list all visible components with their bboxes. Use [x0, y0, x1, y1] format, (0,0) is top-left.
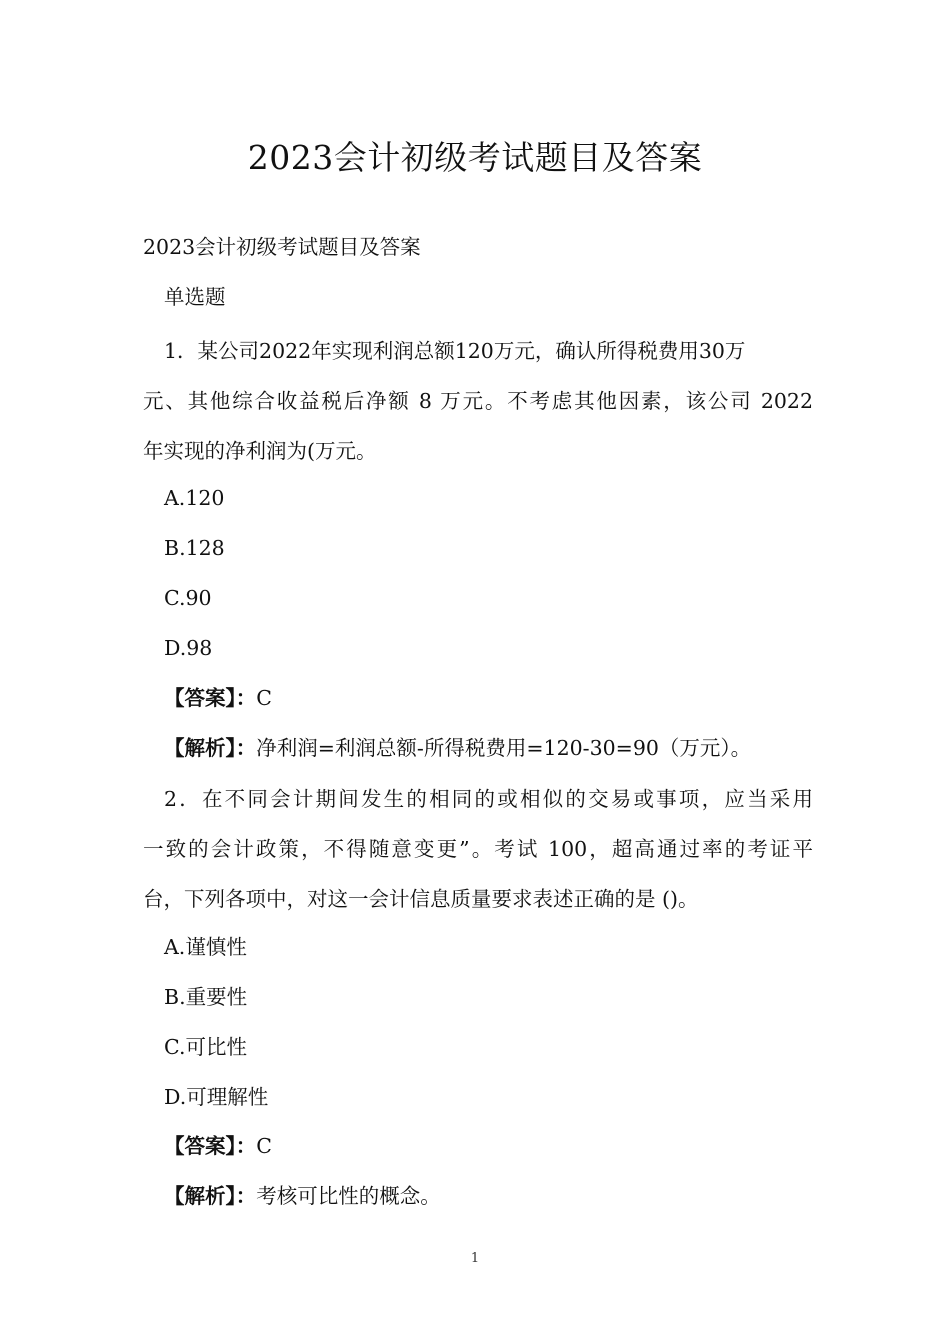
question-2-stem-line-2: 一致的会计政策，不得随意变更”。考试 100，超高通过率的考证平 [143, 837, 813, 861]
page-number: 1 [470, 1251, 480, 1266]
answer-label: 【答案】： [164, 686, 257, 710]
question-1-stem-line-2: 元、其他综合收益税后净额 8 万元。不考虑其他因素，该公司 2022 [143, 389, 813, 413]
page-title: 2023会计初级考试题目及答案 [247, 138, 703, 177]
document-subtitle: 2023会计初级考试题目及答案 [143, 235, 421, 259]
question-1-option-b: B.128 [164, 536, 225, 560]
question-1-option-d: D.98 [164, 636, 213, 660]
question-2-option-d: D.可理解性 [164, 1085, 269, 1109]
analysis-label: 【解析】： [164, 1184, 257, 1208]
question-2-analysis [164, 1181, 834, 1211]
question-2-option-b: B.重要性 [164, 985, 248, 1009]
question-1-option-c: C.90 [164, 586, 212, 610]
question-2-option-c: C.可比性 [164, 1035, 247, 1059]
question-2-stem-line-1: 2．在不同会计期间发生的相同的或相似的交易或事项，应当采用 [164, 787, 813, 811]
answer-value: C [256, 686, 272, 710]
answer-value: C [256, 1134, 272, 1158]
answer-label: 【答案】： [164, 1134, 257, 1158]
question-1-stem-line-1: 1．某公司2022年实现利润总额120万元，确认所得税费用30万 [164, 339, 746, 363]
question-1-analysis [164, 733, 834, 763]
question-2-option-a: A.谨慎性 [164, 935, 247, 959]
question-2-answer [164, 1131, 834, 1161]
analysis-text: 净利润=利润总额-所得税费用=120-30=90（万元）。 [256, 736, 752, 760]
analysis-text: 考核可比性的概念。 [256, 1184, 441, 1208]
question-2-stem-line-3: 台，下列各项中，对这一会计信息质量要求表述正确的是 ()。 [143, 887, 699, 911]
question-1-answer [164, 683, 834, 713]
question-1-option-a: A.120 [164, 486, 225, 510]
section-heading: 单选题 [164, 285, 226, 309]
question-1-stem-line-3: 年实现的净利润为(万元。 [143, 439, 377, 463]
analysis-label: 【解析】： [164, 736, 257, 760]
